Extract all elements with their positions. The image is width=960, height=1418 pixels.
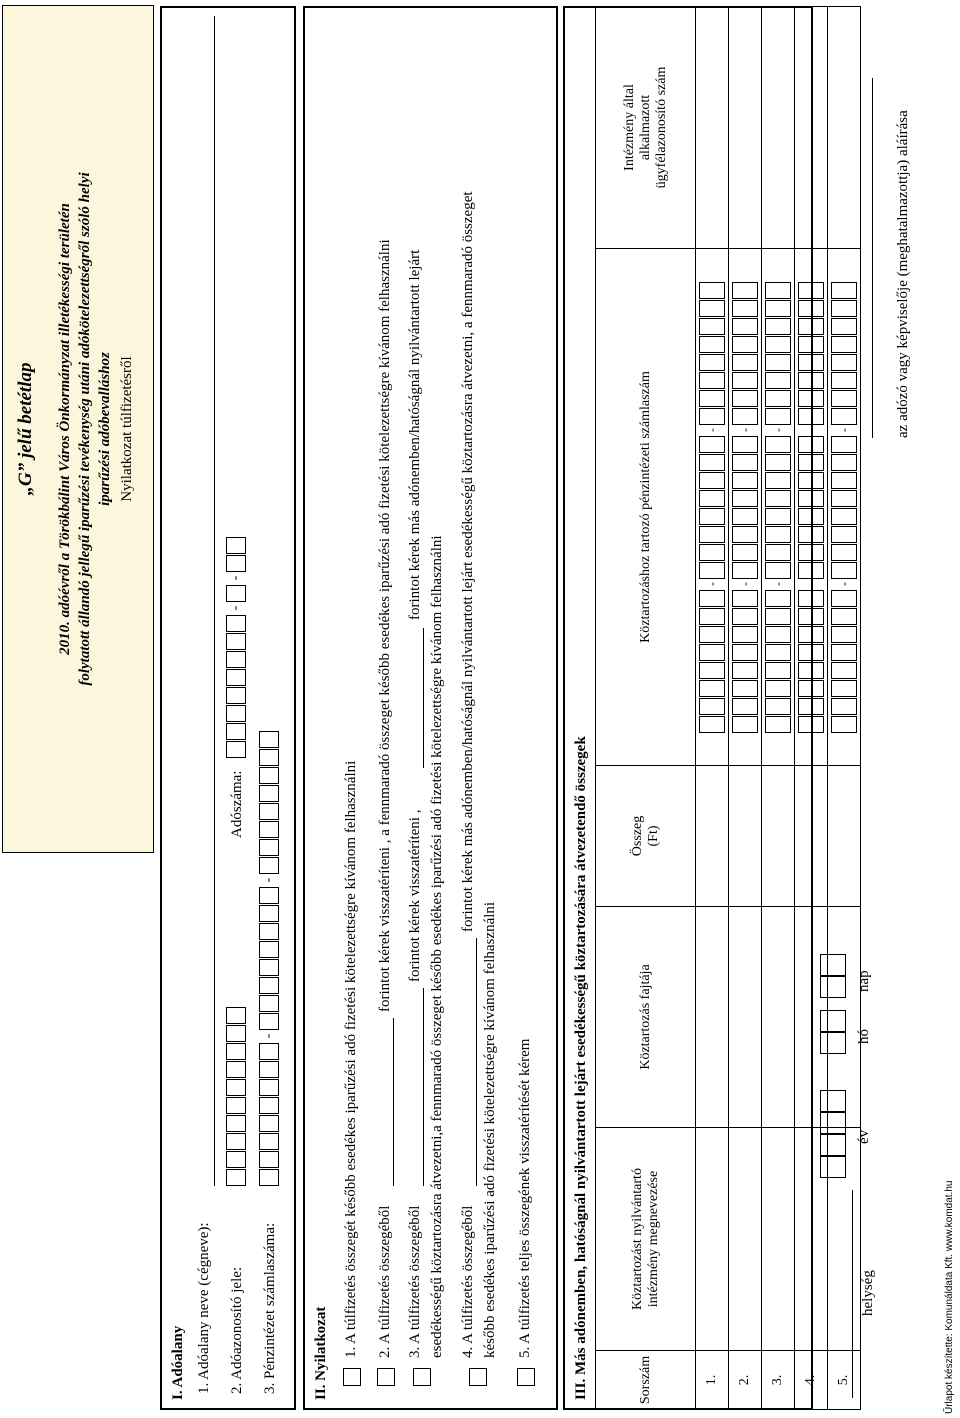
separator-dash: - bbox=[836, 582, 851, 586]
digit-box[interactable] bbox=[765, 436, 791, 453]
digit-box[interactable] bbox=[699, 454, 725, 471]
digit-box[interactable] bbox=[798, 354, 824, 371]
separator-dash: - bbox=[803, 582, 818, 586]
separator-dash: - bbox=[704, 428, 719, 432]
digit-box[interactable] bbox=[831, 544, 857, 561]
digit-box[interactable] bbox=[699, 716, 725, 733]
digit-box[interactable] bbox=[798, 526, 824, 543]
digit-box[interactable] bbox=[699, 698, 725, 715]
digit-box[interactable] bbox=[259, 977, 279, 994]
digit-box[interactable] bbox=[798, 336, 824, 353]
col-osszeg bbox=[596, 766, 696, 907]
account-boxes[interactable] bbox=[699, 249, 725, 765]
digit-box[interactable] bbox=[798, 680, 824, 697]
digit-box[interactable] bbox=[226, 705, 246, 722]
digit-box[interactable] bbox=[831, 436, 857, 453]
account-number-cell[interactable] bbox=[828, 249, 861, 766]
digit-box[interactable] bbox=[699, 390, 725, 407]
separator-dash: - bbox=[737, 582, 752, 586]
digit-box[interactable] bbox=[820, 1010, 846, 1032]
digit-box[interactable] bbox=[699, 590, 725, 607]
digit-box[interactable] bbox=[226, 1079, 246, 1096]
section-koztartozas bbox=[563, 6, 851, 1410]
digit-box[interactable] bbox=[831, 716, 857, 733]
digit-box[interactable] bbox=[259, 905, 279, 922]
digit-box[interactable] bbox=[226, 555, 246, 572]
digit-box[interactable] bbox=[831, 490, 857, 507]
digit-box[interactable] bbox=[732, 436, 758, 453]
digit-box[interactable] bbox=[732, 490, 758, 507]
institution-cell[interactable] bbox=[696, 1128, 729, 1351]
account-number-cell[interactable] bbox=[795, 249, 828, 766]
option-2-text-b: forintot kérek visszatéríteni , a fennmaradó összeget később esedékes iparűzési adó fizetési kötelezettségre kívánom felhasználni bbox=[377, 239, 393, 1012]
digit-box[interactable] bbox=[226, 1025, 246, 1042]
digit-box[interactable] bbox=[699, 408, 725, 425]
title-line-4: Nyilatkozat túlfizetésről bbox=[119, 356, 135, 502]
bank-account-boxes[interactable] bbox=[259, 730, 279, 1186]
digit-box[interactable] bbox=[259, 839, 279, 856]
section-3-heading: III. Más adónemben, hatóságnál nyilvántartott lejárt esedékességű köztartozására átvezetendő összegek bbox=[573, 736, 589, 1400]
option-4-text-a: 4. A túlfizetés összegéből bbox=[460, 1205, 476, 1358]
account-boxes[interactable] bbox=[831, 249, 857, 765]
digit-box[interactable] bbox=[831, 408, 857, 425]
digit-box[interactable] bbox=[732, 716, 758, 733]
digit-box[interactable] bbox=[831, 300, 857, 317]
amount-cell[interactable] bbox=[729, 766, 762, 907]
debt-type-cell[interactable] bbox=[729, 907, 762, 1128]
digit-box[interactable] bbox=[732, 354, 758, 371]
digit-box[interactable] bbox=[259, 857, 279, 874]
digit-box[interactable] bbox=[765, 590, 791, 607]
digit-box[interactable] bbox=[820, 1156, 846, 1178]
digit-box[interactable] bbox=[699, 680, 725, 697]
name-field[interactable] bbox=[214, 16, 215, 1186]
digit-box[interactable] bbox=[798, 454, 824, 471]
col-fajta: Köztartozás fajtája bbox=[596, 907, 696, 1128]
digit-box[interactable] bbox=[699, 336, 725, 353]
digit-box[interactable] bbox=[226, 723, 246, 740]
digit-box[interactable] bbox=[259, 1061, 279, 1078]
client-id-cell[interactable] bbox=[729, 7, 762, 249]
digit-box[interactable] bbox=[732, 318, 758, 335]
separator-dash: - bbox=[770, 582, 785, 586]
digit-box[interactable] bbox=[798, 544, 824, 561]
digit-box[interactable] bbox=[259, 959, 279, 976]
separator-dash: - bbox=[704, 582, 719, 586]
digit-box[interactable] bbox=[831, 472, 857, 489]
col-ugyfel bbox=[596, 7, 696, 249]
digit-box[interactable] bbox=[259, 923, 279, 940]
digit-box[interactable] bbox=[798, 626, 824, 643]
digit-box[interactable] bbox=[798, 490, 824, 507]
account-boxes[interactable] bbox=[798, 249, 824, 765]
digit-box[interactable] bbox=[831, 336, 857, 353]
digit-box[interactable] bbox=[699, 436, 725, 453]
separator-dash: - bbox=[261, 877, 276, 883]
col-osszeg-line-1: Összeg bbox=[629, 815, 645, 857]
digit-box[interactable] bbox=[732, 608, 758, 625]
digit-box[interactable] bbox=[732, 526, 758, 543]
digit-box[interactable] bbox=[798, 282, 824, 299]
title-line-1: 2010. adóévről a Törökbálint Város Önkormányzat illetékességi területén bbox=[57, 203, 73, 655]
digit-box[interactable] bbox=[699, 300, 725, 317]
digit-box[interactable] bbox=[798, 318, 824, 335]
debt-type-cell[interactable] bbox=[762, 907, 795, 1128]
option-5-checkbox[interactable] bbox=[517, 1368, 535, 1386]
digit-box[interactable] bbox=[798, 608, 824, 625]
option-4-amount-field[interactable] bbox=[476, 938, 477, 1186]
digit-box[interactable] bbox=[732, 390, 758, 407]
digit-box[interactable] bbox=[831, 282, 857, 299]
digit-box[interactable] bbox=[765, 300, 791, 317]
digit-box[interactable] bbox=[765, 390, 791, 407]
digit-box[interactable] bbox=[820, 1134, 846, 1156]
option-4-text-c: később esedékes iparűzési adó fizetési kötelezettségre kívánom felhasználni bbox=[482, 901, 498, 1358]
digit-box[interactable] bbox=[831, 590, 857, 607]
col-intezmeny-line-1: Köztartozást nyilvántartó bbox=[629, 1168, 645, 1310]
digit-box[interactable] bbox=[765, 354, 791, 371]
digit-box[interactable] bbox=[732, 472, 758, 489]
digit-box[interactable] bbox=[798, 644, 824, 661]
digit-box[interactable] bbox=[226, 585, 246, 602]
taxno-label: Adószáma: bbox=[229, 770, 245, 838]
digit-box[interactable] bbox=[699, 626, 725, 643]
digit-box[interactable] bbox=[831, 390, 857, 407]
bank-label: 3. Pénzintézet számlaszáma: bbox=[262, 1222, 278, 1394]
row-number: 3. bbox=[762, 1351, 795, 1410]
account-number-cell[interactable] bbox=[696, 249, 729, 766]
separator-dash: - bbox=[228, 605, 243, 611]
taxno-boxes[interactable] bbox=[226, 536, 246, 758]
option-3-text-c: forintot kérek más adónemben/hatóságnál nyilvántartott lejárt bbox=[407, 249, 423, 620]
account-number-cell[interactable] bbox=[762, 249, 795, 766]
digit-box[interactable] bbox=[699, 526, 725, 543]
digit-box[interactable] bbox=[765, 454, 791, 471]
name-label: 1. Adóalany neve (cégneve): bbox=[196, 1222, 212, 1394]
digit-box[interactable] bbox=[259, 1151, 279, 1168]
digit-box[interactable] bbox=[820, 1090, 846, 1112]
separator-dash: - bbox=[737, 428, 752, 432]
digit-box[interactable] bbox=[765, 544, 791, 561]
account-number-cell[interactable] bbox=[729, 249, 762, 766]
row-number: 4. bbox=[795, 1351, 828, 1410]
digit-box[interactable] bbox=[798, 390, 824, 407]
digit-box[interactable] bbox=[259, 803, 279, 820]
month-label: hó bbox=[856, 1029, 872, 1044]
client-id-cell[interactable] bbox=[828, 7, 861, 249]
digit-box[interactable] bbox=[765, 490, 791, 507]
digit-box[interactable] bbox=[699, 490, 725, 507]
col-sorszam: Sorszám bbox=[596, 1351, 696, 1410]
taxid-boxes[interactable] bbox=[226, 1006, 246, 1186]
digit-box[interactable] bbox=[259, 887, 279, 904]
digit-box[interactable] bbox=[798, 408, 824, 425]
digit-box[interactable] bbox=[226, 1007, 246, 1024]
digit-box[interactable] bbox=[699, 562, 725, 579]
option-3-text-a: 3. A túlfizetés összegéből bbox=[407, 1205, 423, 1358]
section-1-heading: I. Adóalany bbox=[170, 1325, 186, 1400]
digit-box[interactable] bbox=[226, 633, 246, 650]
digit-box[interactable] bbox=[699, 508, 725, 525]
digit-box[interactable] bbox=[765, 716, 791, 733]
page-title: „G” jelű betétlap bbox=[15, 362, 36, 496]
title-banner bbox=[2, 5, 154, 853]
koztartozas-table bbox=[595, 6, 696, 1410]
koztartozas-rows bbox=[695, 6, 861, 1410]
digit-box[interactable] bbox=[765, 644, 791, 661]
digit-box[interactable] bbox=[765, 562, 791, 579]
separator-dash: - bbox=[261, 1033, 276, 1039]
separator-dash: - bbox=[770, 428, 785, 432]
account-boxes[interactable] bbox=[765, 249, 791, 765]
digit-box[interactable] bbox=[831, 454, 857, 471]
col-intezmeny bbox=[596, 1128, 696, 1351]
digit-box[interactable] bbox=[259, 941, 279, 958]
digit-box[interactable] bbox=[226, 1133, 246, 1150]
digit-box[interactable] bbox=[765, 508, 791, 525]
digit-box[interactable] bbox=[831, 372, 857, 389]
digit-box[interactable] bbox=[798, 508, 824, 525]
option-5-text: 5. A túlfizetés teljes összegének visszatérítését kérem bbox=[517, 1038, 533, 1358]
digit-box[interactable] bbox=[732, 282, 758, 299]
col-szamla: Köztartozáshoz tartozó pénzintézeti számlaszám bbox=[596, 249, 696, 766]
year-boxes[interactable] bbox=[820, 1090, 846, 1178]
digit-box[interactable] bbox=[831, 644, 857, 661]
table-header-row bbox=[596, 7, 696, 1410]
digit-box[interactable] bbox=[765, 680, 791, 697]
digit-box[interactable] bbox=[831, 526, 857, 543]
digit-box[interactable] bbox=[732, 626, 758, 643]
option-1-text: 1. A túlfizetés összegét később esedékes iparűzési adó fizetési kötelezettségre kívánom felhasználni bbox=[343, 760, 359, 1358]
row-number: 5. bbox=[828, 1351, 861, 1410]
digit-box[interactable] bbox=[831, 698, 857, 715]
digit-box[interactable] bbox=[732, 562, 758, 579]
digit-box[interactable] bbox=[699, 608, 725, 625]
title-line-3: iparűzési adóbevalláshoz bbox=[97, 352, 113, 506]
digit-box[interactable] bbox=[798, 662, 824, 679]
digit-box[interactable] bbox=[765, 408, 791, 425]
digit-box[interactable] bbox=[259, 767, 279, 784]
digit-box[interactable] bbox=[765, 662, 791, 679]
digit-box[interactable] bbox=[765, 608, 791, 625]
debt-type-cell[interactable] bbox=[696, 907, 729, 1128]
table-row bbox=[795, 7, 828, 1410]
digit-box[interactable] bbox=[259, 1115, 279, 1132]
taxid-label: 2. Adóazonosító jele: bbox=[229, 1266, 245, 1394]
digit-box[interactable] bbox=[732, 544, 758, 561]
month-boxes[interactable] bbox=[820, 1010, 846, 1054]
section-nyilatkozat bbox=[303, 6, 558, 1410]
client-id-cell[interactable] bbox=[795, 7, 828, 249]
signature-line[interactable] bbox=[872, 78, 873, 438]
separator-dash: - bbox=[228, 575, 243, 581]
digit-box[interactable] bbox=[732, 662, 758, 679]
row-number: 1. bbox=[696, 1351, 729, 1410]
amount-cell[interactable] bbox=[696, 766, 729, 907]
option-4-text-b: forintot kérek más adónemben/hatóságnál nyilvántartott lejárt esedékességű köztartozásra átvezetni, a fennmaradó összeget bbox=[460, 191, 476, 932]
digit-box[interactable] bbox=[732, 408, 758, 425]
digit-box[interactable] bbox=[226, 1097, 246, 1114]
digit-box[interactable] bbox=[831, 508, 857, 525]
amount-cell[interactable] bbox=[828, 766, 861, 907]
day-label: nap bbox=[856, 970, 872, 992]
digit-box[interactable] bbox=[765, 336, 791, 353]
section-2-heading: II. Nyilatkozat bbox=[313, 1306, 329, 1400]
digit-box[interactable] bbox=[259, 1013, 279, 1030]
digit-box[interactable] bbox=[259, 995, 279, 1012]
digit-box[interactable] bbox=[226, 687, 246, 704]
client-id-cell[interactable] bbox=[762, 7, 795, 249]
digit-box[interactable] bbox=[259, 1043, 279, 1060]
digit-box[interactable] bbox=[798, 590, 824, 607]
digit-box[interactable] bbox=[831, 318, 857, 335]
digit-box[interactable] bbox=[259, 1079, 279, 1096]
digit-box[interactable] bbox=[798, 372, 824, 389]
digit-box[interactable] bbox=[798, 562, 824, 579]
digit-box[interactable] bbox=[259, 749, 279, 766]
digit-box[interactable] bbox=[259, 1097, 279, 1114]
institution-cell[interactable] bbox=[729, 1128, 762, 1351]
col-ugyfel-line-2: alkalmazott bbox=[637, 94, 653, 161]
digit-box[interactable] bbox=[259, 785, 279, 802]
option-3-text-b: forintot kérek visszatéríteni , bbox=[407, 809, 423, 982]
digit-box[interactable] bbox=[226, 537, 246, 554]
footer-credit: Űrlapot készítette: Komunáldata Kft. www.komdat.hu bbox=[944, 1180, 955, 1414]
digit-box[interactable] bbox=[226, 1151, 246, 1168]
option-3-checkbox[interactable] bbox=[413, 1368, 431, 1386]
digit-box[interactable] bbox=[699, 472, 725, 489]
table-row bbox=[762, 7, 795, 1410]
option-3-refund-field[interactable] bbox=[423, 988, 424, 1186]
digit-box[interactable] bbox=[226, 1043, 246, 1060]
digit-box[interactable] bbox=[831, 354, 857, 371]
title-line-2: folytatott állandó jellegű iparűzési tevékenység utáni adókötelezettségről szóló helyi bbox=[77, 172, 93, 686]
option-2-text-a: 2. A túlfizetés összegéből bbox=[377, 1205, 393, 1358]
table-row bbox=[828, 7, 861, 1410]
digit-box[interactable] bbox=[732, 300, 758, 317]
digit-box[interactable] bbox=[732, 680, 758, 697]
signature-label: az adózó vagy képviselője (meghatalmazottja) aláírása bbox=[895, 110, 911, 438]
digit-box[interactable] bbox=[798, 300, 824, 317]
digit-box[interactable] bbox=[699, 354, 725, 371]
digit-box[interactable] bbox=[699, 282, 725, 299]
digit-box[interactable] bbox=[765, 282, 791, 299]
digit-box[interactable] bbox=[226, 615, 246, 632]
digit-box[interactable] bbox=[765, 698, 791, 715]
digit-box[interactable] bbox=[732, 336, 758, 353]
digit-box[interactable] bbox=[820, 954, 846, 976]
digit-box[interactable] bbox=[820, 1112, 846, 1134]
option-4-checkbox[interactable] bbox=[469, 1368, 487, 1386]
digit-box[interactable] bbox=[820, 976, 846, 998]
client-id-cell[interactable] bbox=[696, 7, 729, 249]
digit-box[interactable] bbox=[765, 372, 791, 389]
digit-box[interactable] bbox=[259, 1169, 279, 1186]
separator-dash: - bbox=[803, 428, 818, 432]
col-osszeg-line-2: (Ft) bbox=[645, 825, 661, 847]
account-boxes[interactable] bbox=[732, 249, 758, 765]
institution-cell[interactable] bbox=[762, 1128, 795, 1351]
col-intezmeny-line-2: intézmény megnevezése bbox=[645, 1170, 661, 1308]
option-2-amount-field[interactable] bbox=[393, 1018, 394, 1186]
digit-box[interactable] bbox=[259, 731, 279, 748]
digit-box[interactable] bbox=[699, 644, 725, 661]
digit-box[interactable] bbox=[765, 626, 791, 643]
digit-box[interactable] bbox=[732, 372, 758, 389]
separator-dash: - bbox=[836, 428, 851, 432]
digit-box[interactable] bbox=[732, 644, 758, 661]
digit-box[interactable] bbox=[226, 1061, 246, 1078]
digit-box[interactable] bbox=[259, 821, 279, 838]
digit-box[interactable] bbox=[226, 1169, 246, 1186]
digit-box[interactable] bbox=[732, 590, 758, 607]
digit-box[interactable] bbox=[765, 318, 791, 335]
place-line[interactable] bbox=[852, 1190, 853, 1398]
digit-box[interactable] bbox=[798, 472, 824, 489]
digit-box[interactable] bbox=[732, 508, 758, 525]
digit-box[interactable] bbox=[259, 1133, 279, 1150]
digit-box[interactable] bbox=[798, 698, 824, 715]
digit-box[interactable] bbox=[831, 662, 857, 679]
digit-box[interactable] bbox=[732, 454, 758, 471]
year-label: év bbox=[856, 1129, 872, 1144]
digit-box[interactable] bbox=[699, 544, 725, 561]
digit-box[interactable] bbox=[699, 318, 725, 335]
digit-box[interactable] bbox=[831, 680, 857, 697]
digit-box[interactable] bbox=[226, 651, 246, 668]
digit-box[interactable] bbox=[831, 562, 857, 579]
option-2-checkbox[interactable] bbox=[377, 1368, 395, 1386]
day-boxes[interactable] bbox=[820, 954, 846, 998]
option-3-text-d: esedékességű köztartozásra átvezetni,a fennmaradó összeget később esedékes iparűzési adó fizetési kötelezettségre kívánom felhasználni bbox=[429, 535, 445, 1358]
table-row bbox=[696, 7, 729, 1410]
digit-box[interactable] bbox=[765, 472, 791, 489]
amount-cell[interactable] bbox=[795, 766, 828, 907]
digit-box[interactable] bbox=[226, 741, 246, 758]
section-adoalany bbox=[160, 6, 296, 1410]
digit-box[interactable] bbox=[226, 669, 246, 686]
place-label: helység bbox=[860, 1270, 876, 1316]
option-3-transfer-field[interactable] bbox=[423, 628, 424, 768]
digit-box[interactable] bbox=[765, 526, 791, 543]
digit-box[interactable] bbox=[820, 1032, 846, 1054]
digit-box[interactable] bbox=[831, 608, 857, 625]
digit-box[interactable] bbox=[798, 716, 824, 733]
digit-box[interactable] bbox=[831, 626, 857, 643]
digit-box[interactable] bbox=[226, 1115, 246, 1132]
col-ugyfel-line-3: ügyfélazonosító szám bbox=[653, 66, 669, 189]
col-ugyfel-line-1: Intézmény által bbox=[621, 84, 637, 171]
digit-box[interactable] bbox=[732, 698, 758, 715]
digit-box[interactable] bbox=[798, 436, 824, 453]
digit-box[interactable] bbox=[699, 372, 725, 389]
amount-cell[interactable] bbox=[762, 766, 795, 907]
row-number: 2. bbox=[729, 1351, 762, 1410]
option-1-checkbox[interactable] bbox=[343, 1368, 361, 1386]
digit-box[interactable] bbox=[699, 662, 725, 679]
table-row bbox=[729, 7, 762, 1410]
